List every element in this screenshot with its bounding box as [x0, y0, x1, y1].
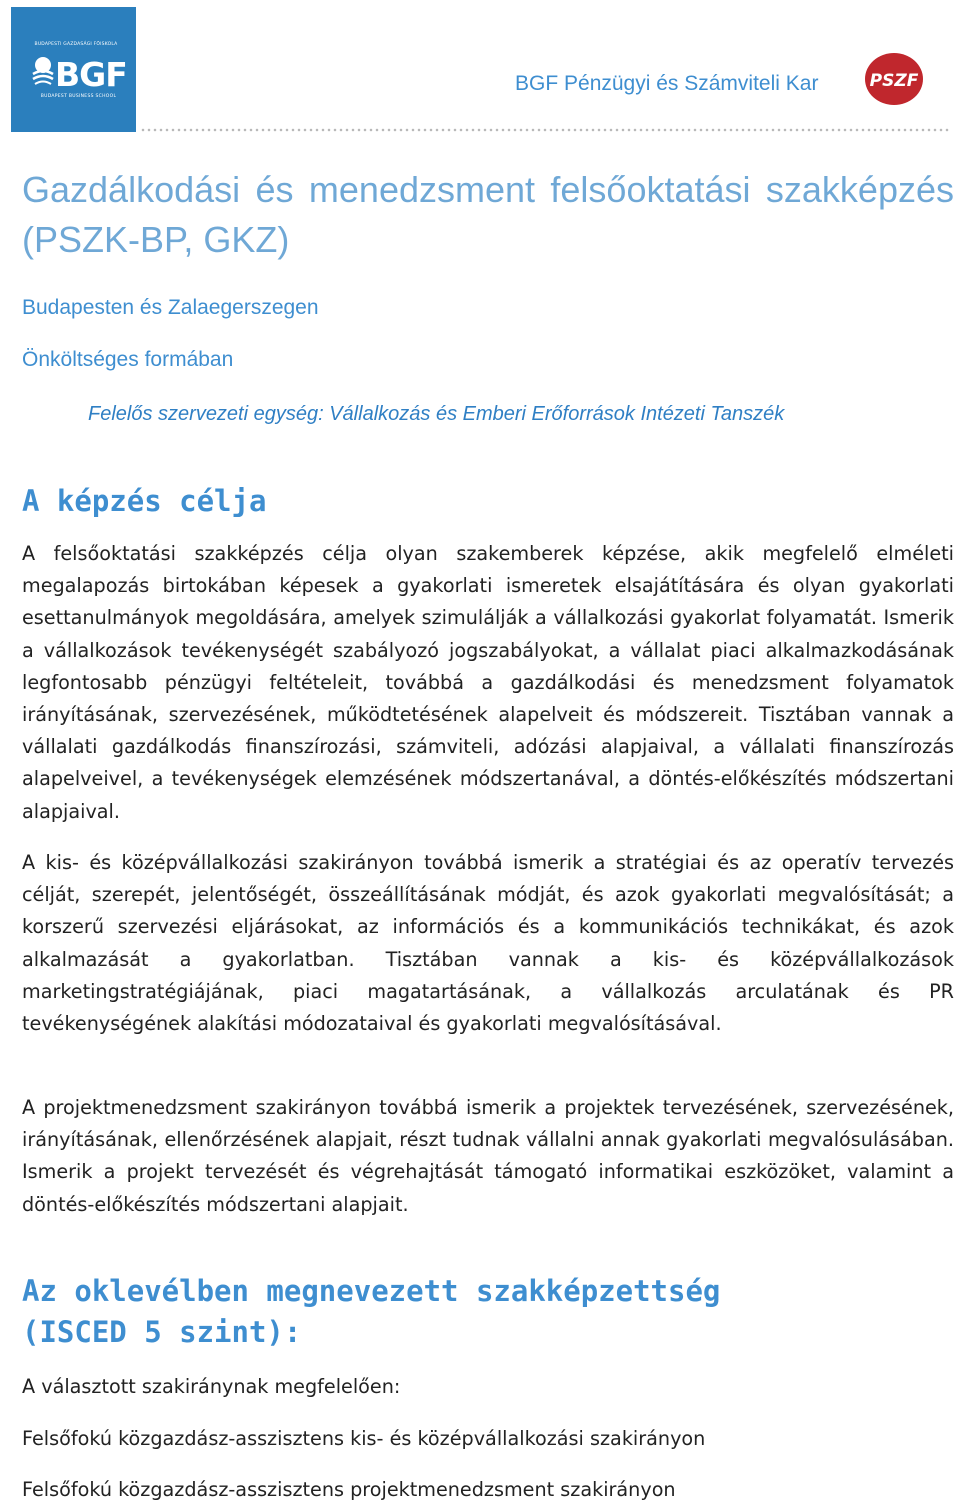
section-heading-goal: A képzés célja — [22, 484, 267, 518]
goal-paragraph-2: A kis- és középvállalkozási szakirányon továbbá ismerik a stratégiai és az operatív tervezés célját, szerepét, jelentőségét, összeállításának módját, és azok gyakorlati megvalósítását; a korszerű szervezési eljárásokat, az információs és a kommunikációs technikákat, és azok alkalmazását a gyakorlatban. Tisztában vannak a kis- és középvállalkozások marketingstratégiájának, piaci magatartásának, a vállalkozás arculatának és PR tevékenységének alakítási módozataival és gyakorlati megvalósításával. — [22, 851, 954, 1036]
pszf-logo-mark: PSZF — [869, 71, 919, 91]
subtitle-locations: Budapesten és Zalaegerszegen — [22, 296, 319, 319]
responsible-unit: Felelős szervezeti egység: Vállalkozás és Emberi Erőforrások Intézeti Tanszék — [88, 403, 785, 425]
faculty-name: BGF Pénzügyi és Számviteli Kar — [515, 72, 819, 95]
goal-paragraph-1: A felsőoktatási szakképzés célja olyan szakemberek képzése, akik megfelelő elméleti megalapozás birtokában képesek a gyakorlati ismeretek elsajátítására és olyan gyakorlati esettanulmányok megoldására, amelyek szimulálják a vállalkozási gyakorlat folyamatát. Ismerik a vállalkozások tevékenységét szabályozó jogszabályokat, a vállalat piaci alkalmazkodásának legfontosabb pénzügyi feltételeit, továbbá a gazdálkodási és menedzsment folyamatok irányításának, szervezésének, működtetésének alapelveit és módszereit. Tisztában vannak a vállalati gazdálkodás finanszírozási, számviteli, adózási alapjaival, a vállalati finanszírozás alapelveivel, a tevékenységek elemzésének módszertanával, a döntés-előkészítés módszertani alapjaival. — [22, 542, 954, 823]
qualification-intro: A választott szakiránynak megfelelően: — [22, 1375, 401, 1398]
qualification-item: Felsőfokú közgazdász-asszisztens projektmenedzsment szakirányon — [22, 1478, 676, 1501]
bgf-logo-bottom-text: BUDAPEST BUSINESS SCHOOL — [40, 94, 117, 99]
bgf-logo-mark: BGF — [55, 55, 127, 94]
section-heading-qualification: Az oklevélben megnevezett szakképzettség — [22, 1274, 721, 1308]
bgf-logo-top-text: BUDAPESTI GAZDASÁGI FŐISKOLA — [34, 42, 118, 47]
bgf-emblem-icon — [31, 52, 55, 88]
qualification-item: Felsőfokú közgazdász-asszisztens kis- és középvállalkozási szakirányon — [22, 1427, 706, 1450]
page-title: Gazdálkodási és menedzsment felsőoktatási szakképzés (PSZK-BP, GKZ) — [22, 169, 954, 260]
section-heading-qualification-level: (ISCED 5 szint): — [22, 1315, 302, 1349]
subtitle-funding: Önköltséges formában — [22, 348, 234, 371]
header-divider — [140, 127, 950, 133]
pszf-logo — [864, 52, 924, 106]
goal-paragraph-3: A projektmenedzsment szakirányon továbbá ismerik a projektek tervezésének, szervezésének, irányításának, ellenőrzésének alapjait, részt tudnak vállalni annak gyakorlati megvalósulásában. Ismerik a projekt tervezését és végrehajtását támogató informatikai eszközöket, valamint a döntés-előkészítés módszertani alapjait. — [22, 1096, 954, 1216]
bgf-logo — [11, 7, 136, 132]
